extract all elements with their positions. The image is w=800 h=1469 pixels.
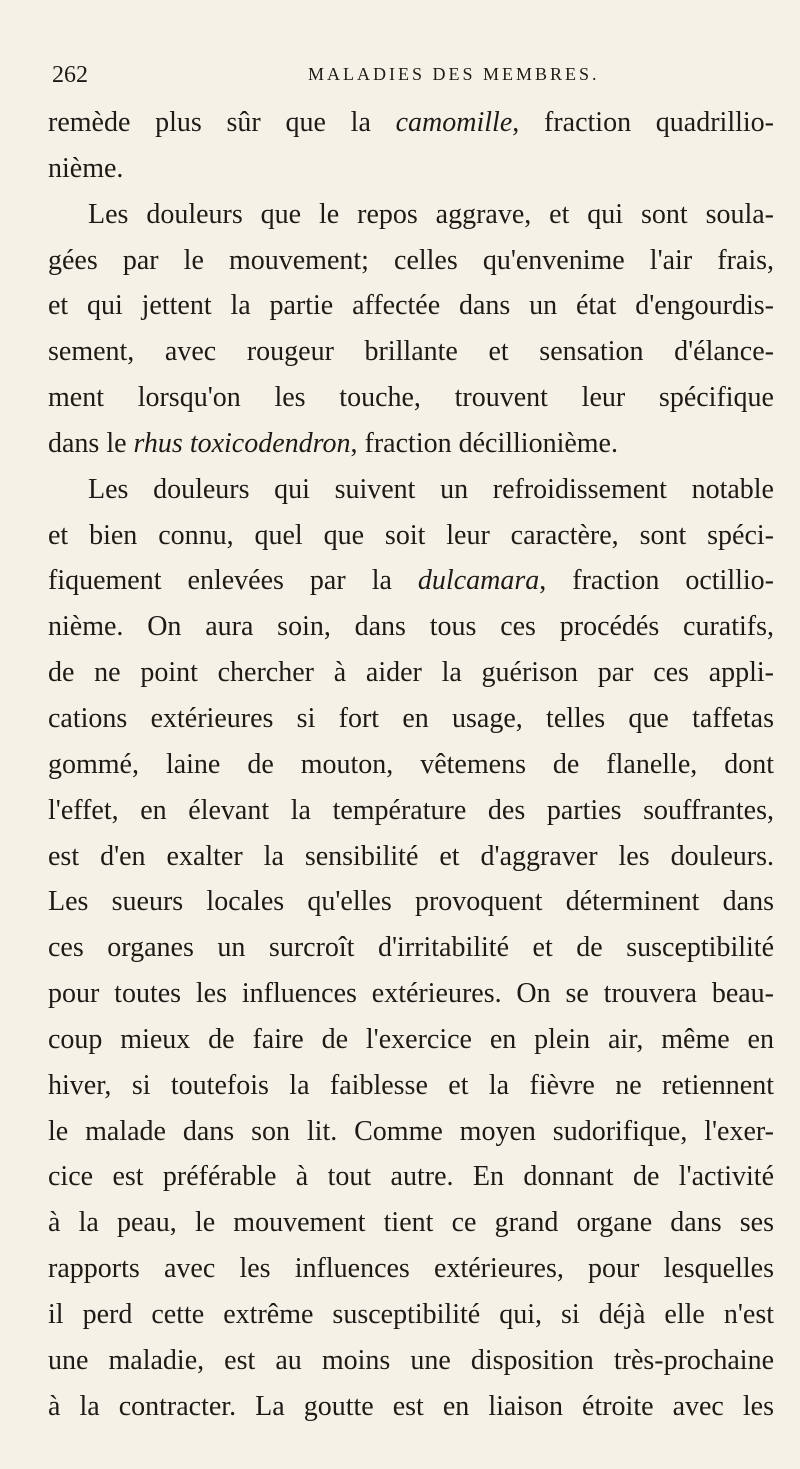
book-page — [48, 58, 774, 1429]
text-line: pour toutes les influences extérieures. On se trouvera beau- — [48, 978, 774, 1010]
text-line: est d'en exalter la sensibilité et d'aggraver les douleurs. — [48, 840, 774, 872]
text-line: Les sueurs locales qu'elles provoquent déterminent dans — [48, 886, 774, 918]
text-line: fiquement enlevées par la dulcamara, fraction octillio- — [48, 565, 774, 597]
text-line: Les douleurs qui suivent un refroidissement notable — [88, 473, 774, 505]
text-line: il perd cette extrême susceptibilité qui, si déjà elle n'est — [48, 1298, 774, 1330]
text-line: et qui jettent la partie affectée dans un état d'engourdis- — [48, 290, 774, 322]
running-head — [48, 58, 774, 98]
text-line: coup mieux de faire de l'exercice en plein air, même en — [48, 1023, 774, 1055]
text-line: et bien connu, quel que soit leur caractère, sont spéci- — [48, 519, 774, 551]
text-line: remède plus sûr que la camomille, fraction quadrillio- — [48, 107, 774, 138]
italic-term: rhus toxicodendron — [133, 427, 351, 459]
text-line: Les douleurs que le repos aggrave, et qui sont soula- — [88, 198, 774, 230]
text-line: ment lorsqu'on les touche, trouvent leur spécifique — [48, 382, 774, 414]
text-line: cations extérieures si fort en usage, telles que taffetas — [48, 702, 774, 734]
text-line: rapports avec les influences extérieures, pour lesquelles — [48, 1253, 774, 1285]
text-line: nième. On aura soin, dans tous ces procédés curatifs, — [48, 611, 774, 643]
text-line: sement, avec rougeur brillante et sensation d'élance- — [48, 336, 774, 368]
text-line: le malade dans son lit. Comme moyen sudorifique, l'exer- — [48, 1115, 774, 1147]
body-text — [48, 100, 774, 1429]
text-line: nième. — [48, 152, 124, 184]
text-line: hiver, si toutefois la faiblesse et la fièvre ne retiennent — [48, 1069, 774, 1101]
italic-term: camomille — [395, 107, 513, 138]
text-line: gées par le mouvement; celles qu'envenime l'air frais, — [48, 244, 774, 276]
text-line: cice est préférable à tout autre. En donnant de l'activité — [48, 1161, 774, 1193]
text-line: dans le rhus toxicodendron, fraction décillionième. — [48, 427, 618, 459]
text-line: à la contracter. La goutte est en liaison étroite avec les — [48, 1390, 774, 1422]
text-line: une maladie, est au moins une disposition très-prochaine — [48, 1344, 774, 1376]
page-number: 262 — [52, 62, 88, 88]
italic-term: dulcamara — [417, 565, 540, 597]
text-line: à la peau, le mouvement tient ce grand organe dans ses — [48, 1207, 774, 1239]
text-line: l'effet, en élevant la température des parties souffrantes, — [48, 794, 774, 826]
text-line: de ne point chercher à aider la guérison par ces appli- — [48, 657, 774, 689]
text-line: ces organes un surcroît d'irritabilité et de susceptibilité — [48, 932, 774, 964]
running-title: MALADIES DES MEMBRES. — [308, 64, 600, 84]
text-line: gommé, laine de mouton, vêtemens de flanelle, dont — [48, 748, 774, 780]
